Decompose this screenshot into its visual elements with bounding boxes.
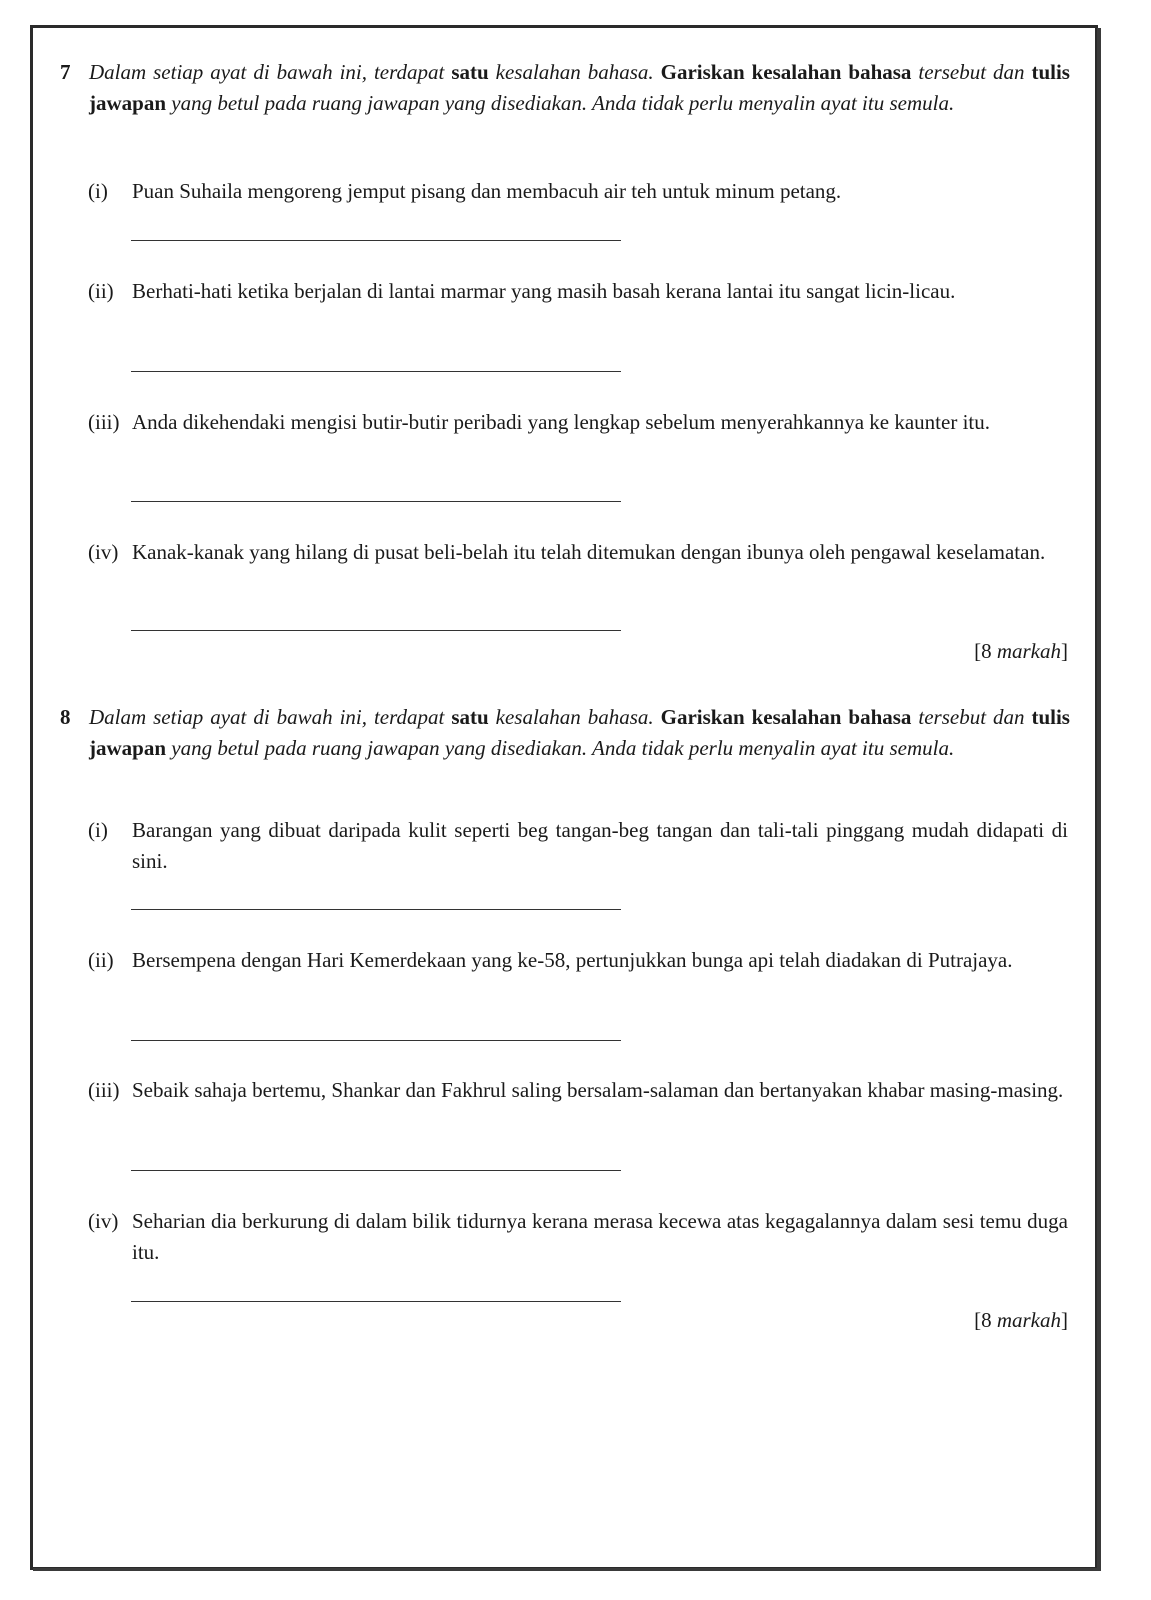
q7-iii-answer-line[interactable] <box>131 501 621 502</box>
q8-item-iv <box>88 1206 1068 1268</box>
q7-item-i <box>88 176 1068 207</box>
question-number: 7 <box>60 60 71 84</box>
marks-word: markah <box>996 639 1061 663</box>
item-sentence: Bersempena dengan Hari Kemerdekaan yang ke-58, pertunjukkan bunga api telah diadakan di Putrajaya. <box>132 948 1013 972</box>
item-label: (iv) <box>88 1209 119 1233</box>
q8-iii-answer-line[interactable] <box>131 1170 621 1171</box>
q7-i-answer-line[interactable] <box>131 240 621 241</box>
page-border-shadow-right <box>1097 28 1101 1570</box>
item-sentence: Sebaik sahaja bertemu, Shankar dan Fakhrul saling bersalam-salaman dan bertanyakan khabar masing-masing. <box>132 1078 1064 1102</box>
instruction-bold: tulis jawapan <box>89 60 1070 115</box>
instruction-part: tersebut dan <box>911 705 1032 729</box>
marks-open: [8 <box>974 639 997 663</box>
question-8-instructions <box>60 702 1070 764</box>
item-label: (ii) <box>88 279 114 303</box>
item-label: (iii) <box>88 1078 120 1102</box>
item-sentence: Puan Suhaila mengoreng jemput pisang dan membacuh air teh untuk minum petang. <box>132 179 842 203</box>
instruction-part: yang betul pada ruang jawapan yang disediakan. Anda tidak perlu menyalin ayat itu semula. <box>166 91 955 115</box>
page-border <box>30 25 1098 1570</box>
item-sentence: Anda dikehendaki mengisi butir-butir peribadi yang lengkap sebelum menyerahkannya ke kaunter itu. <box>132 410 990 434</box>
instruction-part: Dalam setiap ayat di bawah ini, terdapat <box>89 60 452 84</box>
marks-close: ] <box>1061 639 1068 663</box>
question-7-instructions <box>60 57 1070 119</box>
q8-item-iii <box>88 1075 1068 1106</box>
item-label: (ii) <box>88 948 114 972</box>
item-sentence: Berhati-hati ketika berjalan di lantai marmar yang masih basah kerana lantai itu sangat licin-licau. <box>132 279 956 303</box>
q7-marks <box>974 636 1068 667</box>
q7-iv-answer-line[interactable] <box>131 630 621 631</box>
q7-item-ii <box>88 276 1068 307</box>
instruction-text <box>89 702 1070 764</box>
item-sentence: Kanak-kanak yang hilang di pusat beli-belah itu telah ditemukan dengan ibunya oleh pengawal keselamatan. <box>132 540 1046 564</box>
marks-open: [8 <box>974 1308 997 1332</box>
instruction-part: Dalam setiap ayat di bawah ini, terdapat <box>89 705 452 729</box>
instruction-bold: tulis jawapan <box>89 705 1070 760</box>
instruction-bold: Gariskan kesalahan bahasa <box>660 705 912 729</box>
item-label: (i) <box>88 179 108 203</box>
page-border-shadow-bottom <box>33 1568 1101 1571</box>
q7-item-iii <box>88 407 1068 438</box>
instruction-part: yang betul pada ruang jawapan yang disediakan. Anda tidak perlu menyalin ayat itu semula. <box>166 736 955 760</box>
marks-word: markah <box>996 1308 1061 1332</box>
marks-close: ] <box>1061 1308 1068 1332</box>
instruction-bold: satu <box>451 705 489 729</box>
instruction-text <box>89 57 1070 119</box>
q8-i-answer-line[interactable] <box>131 909 621 910</box>
question-number: 8 <box>60 705 71 729</box>
instruction-bold: Gariskan kesalahan bahasa <box>660 60 912 84</box>
item-sentence: Seharian dia berkurung di dalam bilik tidurnya kerana merasa kecewa atas kegagalannya dalam sesi temu duga itu. <box>132 1209 1068 1264</box>
item-sentence: Barangan yang dibuat daripada kulit seperti beg tangan-beg tangan dan tali-tali pinggang mudah didapati di sini. <box>132 818 1068 873</box>
q8-item-ii <box>88 945 1068 976</box>
item-label: (iii) <box>88 410 120 434</box>
q8-iv-answer-line[interactable] <box>131 1301 621 1302</box>
instruction-part: kesalahan bahasa. <box>488 705 661 729</box>
item-label: (i) <box>88 818 108 842</box>
instruction-part: tersebut dan <box>911 60 1032 84</box>
q7-ii-answer-line[interactable] <box>131 371 621 372</box>
q8-item-i <box>88 815 1068 877</box>
q7-item-iv <box>88 537 1068 568</box>
item-label: (iv) <box>88 540 119 564</box>
q8-marks <box>974 1305 1068 1336</box>
q8-ii-answer-line[interactable] <box>131 1040 621 1041</box>
instruction-part: kesalahan bahasa. <box>488 60 661 84</box>
instruction-bold: satu <box>451 60 489 84</box>
